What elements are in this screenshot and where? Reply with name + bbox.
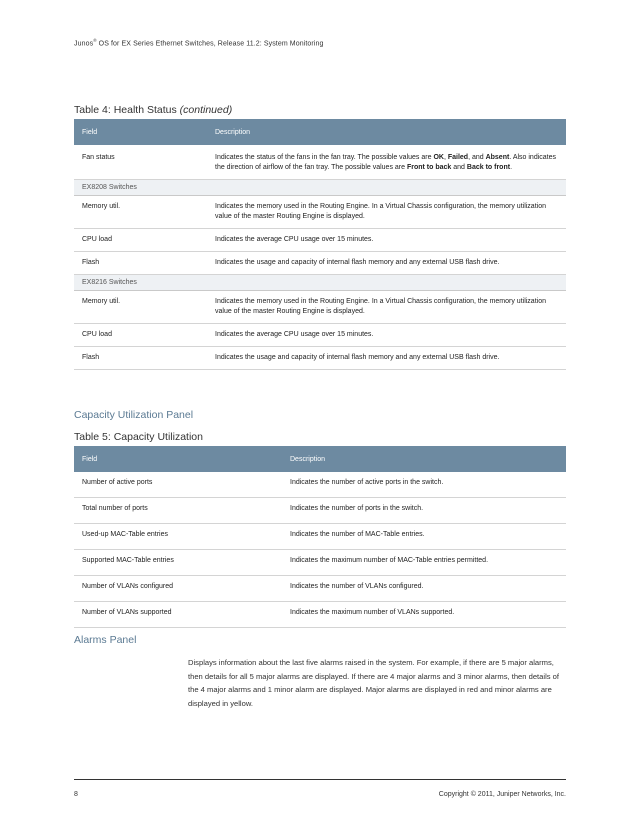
table5-header-description: Description	[282, 446, 566, 472]
table-row	[74, 472, 566, 498]
capacity-utilization-table	[74, 446, 566, 628]
table-row	[74, 196, 566, 229]
table5-cell-field: Used-up MAC-Table entries	[74, 524, 282, 550]
table-row	[74, 524, 566, 550]
header-product: Junos	[74, 40, 94, 48]
page-number: 8	[74, 791, 78, 798]
table4-cell-description: Indicates the usage and capacity of internal flash memory and any external USB flash drive.	[207, 347, 566, 370]
running-header	[74, 38, 324, 47]
fan-desc-sep: , and	[468, 154, 486, 161]
table-row	[74, 291, 566, 324]
table4-cell-field: CPU load	[74, 324, 207, 347]
table4-cell-field: Memory util.	[74, 196, 207, 229]
table4-cell-description: Indicates the average CPU usage over 15 minutes.	[207, 324, 566, 347]
table4-cell-description: Indicates the usage and capacity of internal flash memory and any external USB flash drive.	[207, 252, 566, 275]
fan-desc-part: . Also indicates the direction of airflow of the fan tray. The possible values are	[215, 154, 557, 171]
table4-cell-description: Indicates the average CPU usage over 15 minutes.	[207, 229, 566, 252]
fan-desc-sep: and	[451, 164, 467, 171]
table5-cell-description: Indicates the number of MAC-Table entries.	[282, 524, 566, 550]
table5-cell-field: Supported MAC-Table entries	[74, 550, 282, 576]
table5-cell-field: Number of active ports	[74, 472, 282, 498]
table5-cell-description: Indicates the maximum number of MAC-Table entries permitted.	[282, 550, 566, 576]
table-row	[74, 347, 566, 370]
copyright: Copyright © 2011, Juniper Networks, Inc.	[438, 791, 566, 798]
table-row	[74, 498, 566, 524]
table-row	[74, 602, 566, 628]
table-group-row	[74, 275, 566, 291]
registered-mark: ®	[93, 38, 97, 43]
table4-header-description: Description	[207, 119, 566, 145]
value-failed: Failed	[447, 154, 469, 161]
table-row	[74, 229, 566, 252]
table5-cell-field: Total number of ports	[74, 498, 282, 524]
table5-header-field: Field	[74, 446, 282, 472]
alarms-heading: Alarms Panel	[74, 634, 137, 646]
table4-caption	[74, 104, 232, 116]
table4-header-field: Field	[74, 119, 207, 145]
table-row	[74, 252, 566, 275]
value-absent: Absent	[485, 154, 510, 161]
value-front-to-back: Front to back	[406, 164, 452, 171]
health-status-table	[74, 119, 566, 370]
fan-desc-part: Indicates the status of the fans in the fan tray. The possible values are	[215, 154, 434, 161]
group-label: EX8216 Switches	[74, 275, 566, 291]
footer-divider	[74, 779, 566, 780]
table4-cell-description: Indicates the memory used in the Routing Engine. In a Virtual Chassis configuration, the memory utilization value of the master Routing Engine is displayed.	[207, 196, 566, 229]
table4-continued: (continued)	[179, 104, 233, 116]
table4-header-row	[74, 119, 566, 145]
table5-cell-description: Indicates the number of ports in the switch.	[282, 498, 566, 524]
table-row	[74, 324, 566, 347]
table5-cell-field: Number of VLANs configured	[74, 576, 282, 602]
table5-header-row	[74, 446, 566, 472]
table4-cell-field: Flash	[74, 347, 207, 370]
table4-cell-field: Memory util.	[74, 291, 207, 324]
table5-cell-description: Indicates the number of VLANs configured.	[282, 576, 566, 602]
header-title: OS for EX Series Ethernet Switches, Release 11.2: System Monitoring	[96, 40, 324, 48]
table-group-row	[74, 180, 566, 196]
value-ok: OK	[433, 154, 444, 161]
table4-cell-field: CPU load	[74, 229, 207, 252]
table4-cell-description: Indicates the memory used in the Routing Engine. In a Virtual Chassis configuration, the memory utilization value of the master Routing Engine is displayed.	[207, 291, 566, 324]
table-row	[74, 550, 566, 576]
table4-cell-field: Flash	[74, 252, 207, 275]
table4-caption-text: Table 4: Health Status	[74, 104, 177, 116]
alarms-description: Displays information about the last five alarms raised in the system. For example, if there are 5 major alarms, then details for all 5 major alarms are displayed. If there are 4 major alarms and 3 minor alarms, then details of the 4 major alarms and 1 minor alarm are displayed. Major alarms are displayed in red and minor alarms are displayed in yellow.	[188, 658, 559, 708]
table5-cell-description: Indicates the number of active ports in the switch.	[282, 472, 566, 498]
table5-caption: Table 5: Capacity Utilization	[74, 431, 203, 443]
group-label: EX8208 Switches	[74, 180, 566, 196]
table5-cell-field: Number of VLANs supported	[74, 602, 282, 628]
capacity-heading: Capacity Utilization Panel	[74, 409, 194, 421]
table-row	[74, 576, 566, 602]
fan-desc-sep: ,	[443, 154, 448, 161]
table5-cell-description: Indicates the maximum number of VLANs supported.	[282, 602, 566, 628]
fan-desc-part: .	[510, 164, 513, 171]
table4-cell-description	[207, 145, 566, 180]
table-row	[74, 145, 566, 180]
table4-cell-field: Fan status	[74, 145, 207, 180]
value-back-to-front: Back to front	[466, 164, 511, 171]
